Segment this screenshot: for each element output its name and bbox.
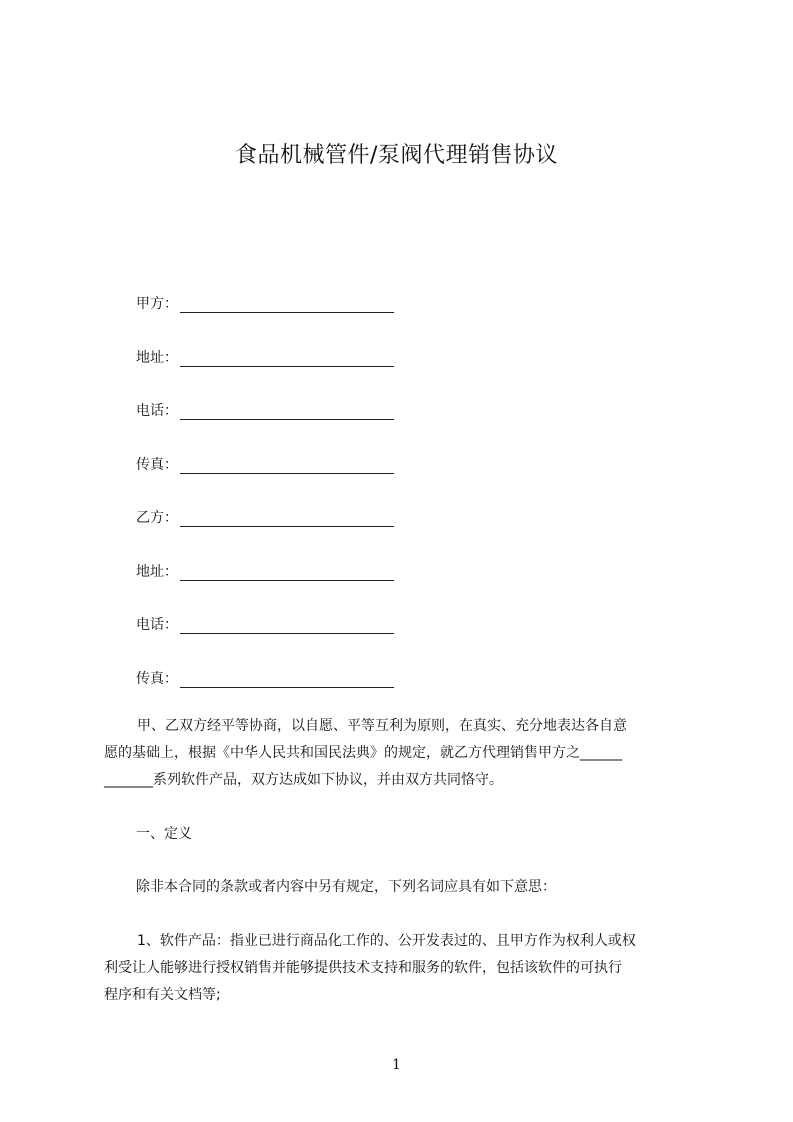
field-label: 电话： xyxy=(136,617,178,633)
field-label: 电话： xyxy=(136,403,178,419)
paragraph-line: 愿的基础上，根据《中华人民共和国民法典》的规定，就乙方代理销售甲方之______ xyxy=(104,745,622,761)
party-a-phone-field xyxy=(136,398,394,420)
fill-in-blank[interactable] xyxy=(180,564,394,581)
party-b-name-field xyxy=(136,505,394,527)
definition-item xyxy=(104,928,636,1009)
party-a-address-field xyxy=(136,345,394,367)
fill-in-blank[interactable] xyxy=(180,457,394,474)
fill-in-blank[interactable] xyxy=(180,617,394,634)
party-b-phone-field xyxy=(136,612,394,634)
paragraph-line: _______系列软件产品，双方达成如下协议，并由双方共同恪守。 xyxy=(104,772,503,788)
fill-in-blank[interactable] xyxy=(180,403,394,420)
field-label: 甲方： xyxy=(136,296,178,312)
party-a-fax-field xyxy=(136,452,394,474)
page-number: 1 xyxy=(392,1057,401,1073)
paragraph-line: 程序和有关文档等; xyxy=(104,987,221,1003)
definitions-intro: 除非本合同的条款或者内容中另有规定，下列名词应具有如下意思： xyxy=(136,879,556,895)
party-b-fax-field xyxy=(136,666,394,688)
document-title: 食品机械管件/泵阀代理销售协议 xyxy=(235,143,558,168)
intro-paragraph xyxy=(104,713,627,794)
fill-in-blank[interactable] xyxy=(180,296,394,313)
field-label: 传真： xyxy=(136,671,178,687)
field-label: 乙方： xyxy=(136,510,178,526)
field-label: 地址： xyxy=(136,350,178,366)
section-heading: 一、定义 xyxy=(136,826,192,842)
paragraph-line: 甲、乙双方经平等协商，以自愿、平等互利为原则，在真实、充分地表达各自意 xyxy=(137,718,627,734)
fill-in-blank[interactable] xyxy=(180,671,394,688)
party-b-address-field xyxy=(136,559,394,581)
party-a-name-field xyxy=(136,291,394,313)
fill-in-blank[interactable] xyxy=(180,510,394,527)
fill-in-blank[interactable] xyxy=(180,350,394,367)
field-label: 传真： xyxy=(136,457,178,473)
paragraph-line: 1、软件产品：指业已进行商品化工作的、公开发表过的、且甲方作为权利人或权 xyxy=(137,933,636,949)
field-label: 地址： xyxy=(136,564,178,580)
paragraph-line: 利受让人能够进行授权销售并能够提供技术支持和服务的软件，包括该软件的可执行 xyxy=(104,960,622,976)
